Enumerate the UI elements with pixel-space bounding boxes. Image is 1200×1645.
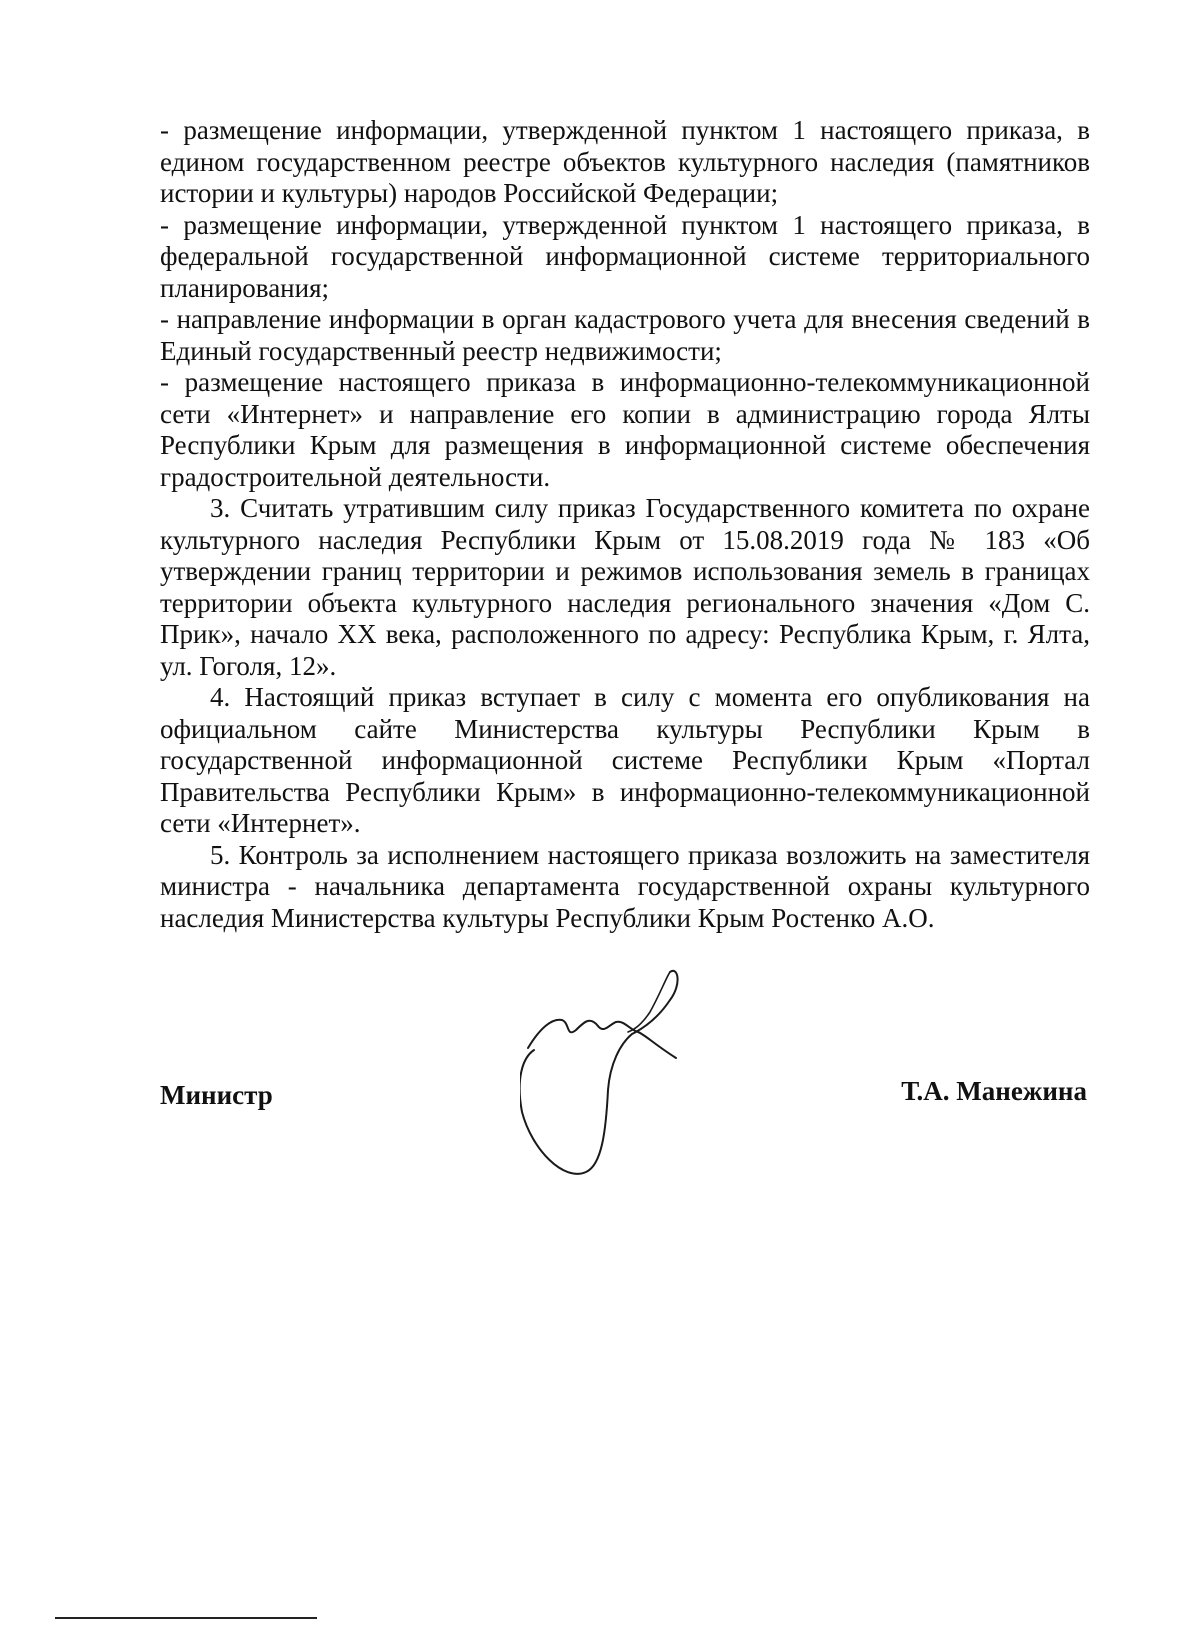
document-body xyxy=(160,115,1090,934)
list-item-internet-publication: - размещение настоящего приказа в информационно-телекоммуникационной сети «Интернет» и направление его копии в администрацию города Ялты Республики Крым для размещения в информационной системе обеспечения градостроительной деятельности. xyxy=(160,367,1090,492)
clause-5: 5. Контроль за исполнением настоящего приказа возложить на заместителя министра - начальника департамента государственной охраны культурного наследия Министерства культуры Республики Крым Ростенко А.О. xyxy=(160,839,1090,933)
clause-4: 4. Настоящий приказ вступает в силу с момента его опубликования на официальном сайте Министерства культуры Республики Крым в государственной информационной системе Республики Крым «Портал Правительства Республики Крым» в информационно-телекоммуникационной сети «Интернет». xyxy=(160,682,1090,838)
signature-block xyxy=(0,960,1200,1240)
list-item-fgis-tp: - размещение информации, утвержденной пунктом 1 настоящего приказа, в федеральной государственной информационной системе территориального планирования; xyxy=(160,209,1090,303)
list-item-egrokn: - размещение информации, утвержденной пунктом 1 настоящего приказа, в едином государственном реестре объектов культурного наследия (памятников истории и культуры) народов Российской Федерации; xyxy=(160,115,1090,208)
clause-3: 3. Считать утратившим силу приказ Государственного комитета по охране культурного наследия Республики Крым от 15.08.2019 года № 183 «Об утверждении границ территории и режимов использования земель в границах территории объекта культурного наследия регионального значения «Дом С. Прик», начало XX века, расположенного по адресу: Республика Крым, г. Ялта, ул. Гоголя, 12». xyxy=(160,493,1090,681)
signatory-name: Т.А. Манежина xyxy=(901,1076,1087,1106)
footer-rule xyxy=(55,1617,317,1619)
handwritten-signature xyxy=(520,960,720,1210)
list-item-cadastre: - направление информации в орган кадастрового учета для внесения сведений в Единый государственный реестр недвижимости; xyxy=(160,304,1090,366)
signatory-title: Министр xyxy=(160,1080,273,1110)
